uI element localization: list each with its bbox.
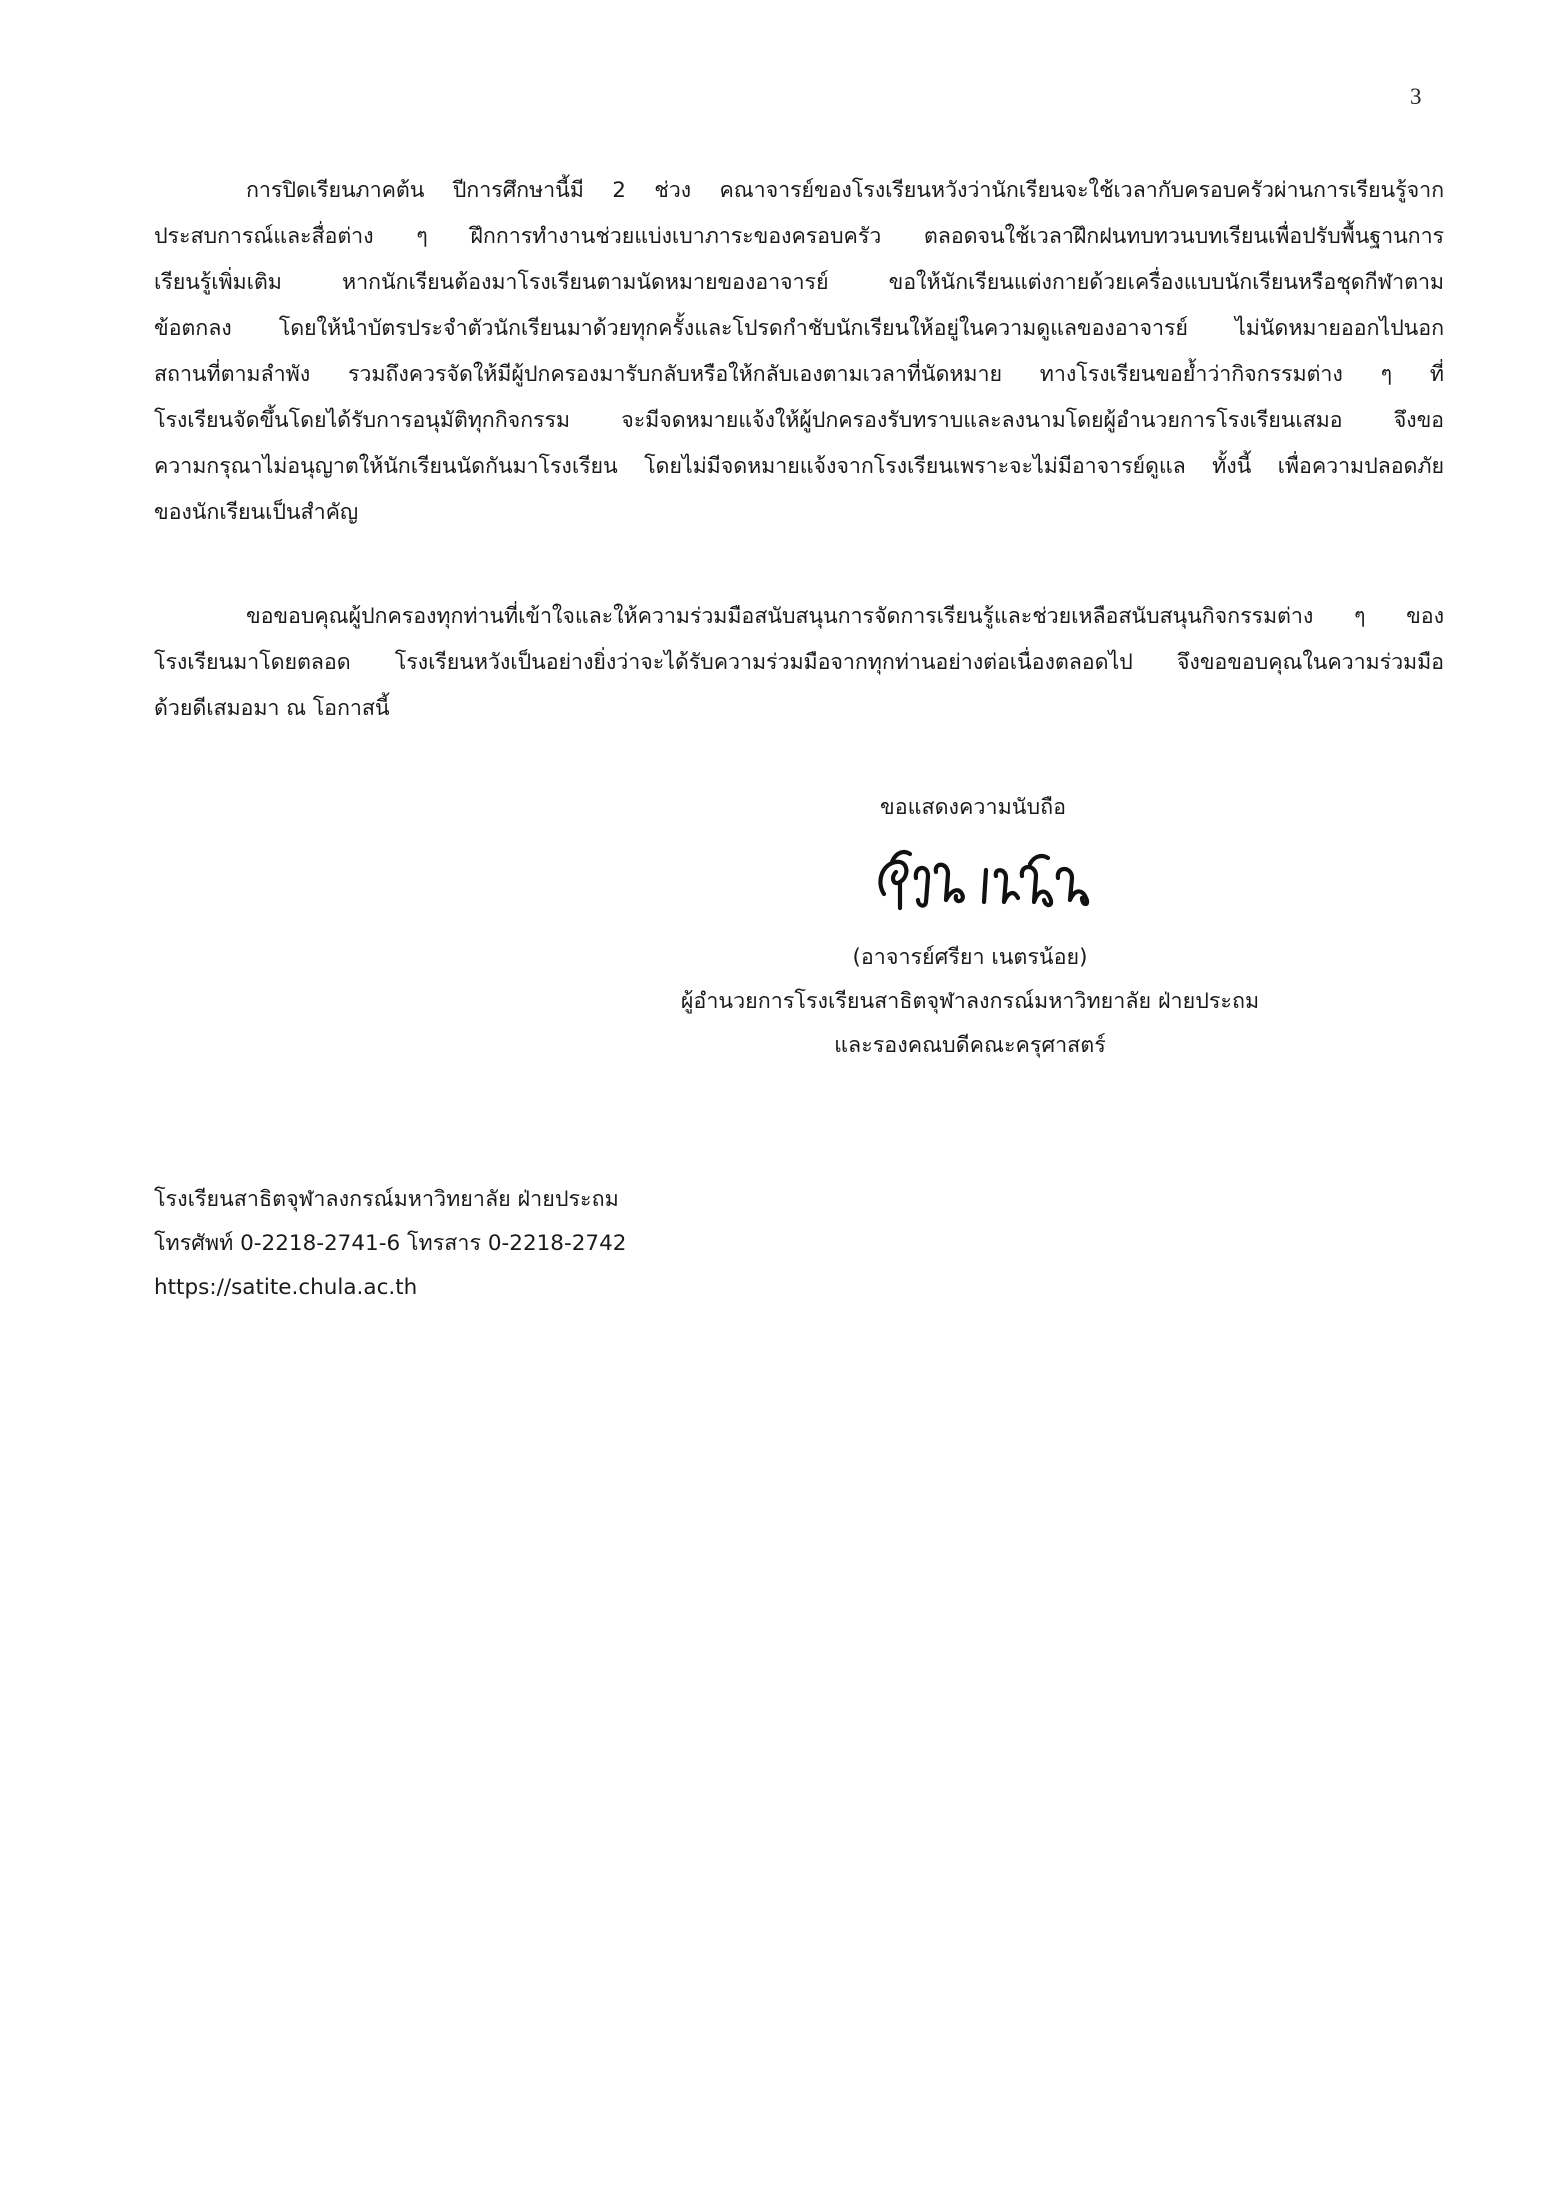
paragraph-line: ด้วยดีเสมอมา ณ โอกาสนี้ [154, 696, 390, 721]
paragraph-line: การปิดเรียนภาคต้น ปีการศึกษานี้มี 2 ช่วง คณาจารย์ของโรงเรียนหวังว่านักเรียนจะใช้เวลากับครอบครัวผ่านการเรียนรู้จาก [246, 178, 1444, 203]
paragraph-line: โรงเรียนจัดขึ้นโดยได้รับการอนุมัติทุกกิจกรรม จะมีจดหมายแจ้งให้ผู้ปกครองรับทราบและลงนามโดยผู้อำนวยการโรงเรียนเสมอ จึงขอ [154, 408, 1444, 433]
paragraph-line: โรงเรียนมาโดยตลอด โรงเรียนหวังเป็นอย่างยิ่งว่าจะได้รับความร่วมมือจากทุกท่านอย่างต่อเนื่องตลอดไป จึงขอขอบคุณในความร่วมมือ [154, 650, 1444, 675]
footer-contact [154, 1178, 626, 1310]
paragraph-line: ประสบการณ์และสื่อต่าง ๆ ฝึกการทำงานช่วยแบ่งเบาภาระของครอบครัว ตลอดจนใช้เวลาฝึกฝนทบทวนบทเรียนเพื่อปรับพื้นฐานการ [154, 224, 1444, 249]
closing-salutation: ขอแสดงความนับถือ [880, 795, 1067, 820]
paragraph-line: ขอขอบคุณผู้ปกครองทุกท่านที่เข้าใจและให้ความร่วมมือสนับสนุนการจัดการเรียนรู้และช่วยเหลือสนับสนุนกิจกรรมต่าง ๆ ของ [246, 604, 1444, 629]
footer-website-link[interactable]: https://satite.chula.ac.th [154, 1275, 418, 1300]
body-paragraph-2 [154, 594, 1444, 732]
signer-position-2: และรองคณบดีคณะครุศาสตร์ [834, 1033, 1106, 1058]
body-paragraph-1 [154, 168, 1444, 536]
handwritten-signature [870, 842, 1110, 922]
paragraph-line: ของนักเรียนเป็นสำคัญ [154, 500, 359, 525]
signer-name: (อาจารย์ศรียา เนตรน้อย) [852, 945, 1088, 970]
paragraph-line: ความกรุณาไม่อนุญาตให้นักเรียนนัดกันมาโรงเรียน โดยไม่มีจดหมายแจ้งจากโรงเรียนเพราะจะไม่มีอาจารย์ดูแล ทั้งนี้ เพื่อความปลอดภัย [154, 454, 1444, 479]
footer-school-name: โรงเรียนสาธิตจุฬาลงกรณ์มหาวิทยาลัย ฝ่ายประถม [154, 1187, 619, 1212]
paragraph-line: ข้อตกลง โดยให้นำบัตรประจำตัวนักเรียนมาด้วยทุกครั้งและโปรดกำชับนักเรียนให้อยู่ในความดูแลของอาจารย์ ไม่นัดหมายออกไปนอก [154, 316, 1444, 341]
paragraph-line: สถานที่ตามลำพัง รวมถึงควรจัดให้มีผู้ปกครองมารับกลับหรือให้กลับเองตามเวลาที่นัดหมาย ทางโรงเรียนขอย้ำว่ากิจกรรมต่าง ๆ ที่ [154, 362, 1444, 387]
signer-position: ผู้อำนวยการโรงเรียนสาธิตจุฬาลงกรณ์มหาวิทยาลัย ฝ่ายประถม [680, 989, 1260, 1014]
signature-block [660, 936, 1280, 1068]
page-number: 3 [1410, 84, 1422, 109]
footer-phone-fax: โทรศัพท์ 0-2218-2741-6 โทรสาร 0-2218-2742 [154, 1231, 627, 1256]
paragraph-line: เรียนรู้เพิ่มเติม หากนักเรียนต้องมาโรงเรียนตามนัดหมายของอาจารย์ ขอให้นักเรียนแต่งกายด้วยเครื่องแบบนักเรียนหรือชุดกีฬาตาม [154, 270, 1444, 295]
